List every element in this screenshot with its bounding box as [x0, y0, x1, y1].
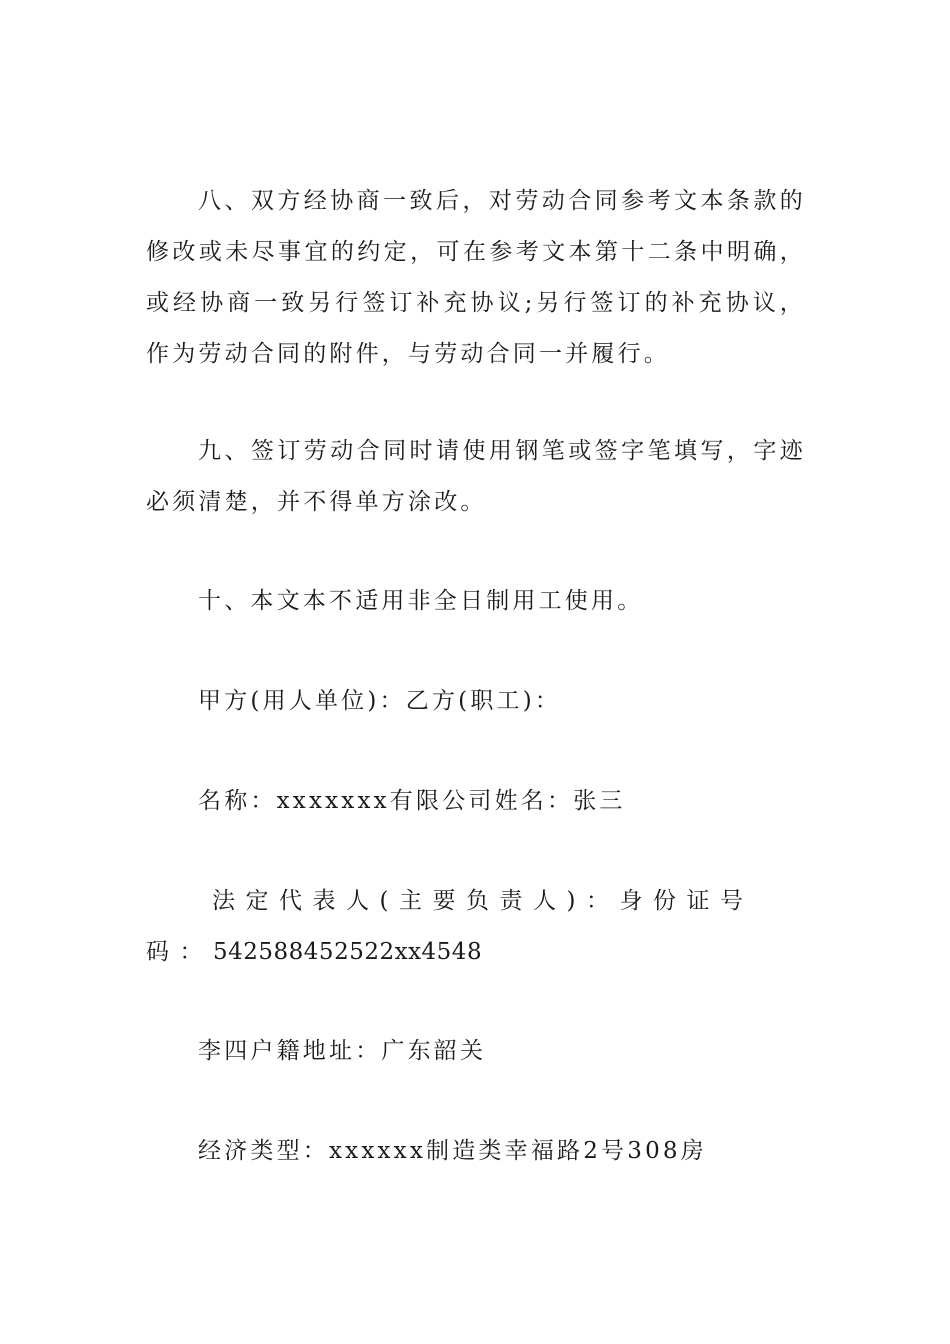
legal-representative-label: 法定代表人(主要负责人)：身份证号码：	[146, 888, 754, 965]
id-number-value: 542588452522xx4548	[213, 939, 483, 965]
party-headings: 甲方(用人单位)：乙方(职工)：	[198, 688, 562, 714]
clause-eight: 八、双方经协商一致后，对劳动合同参考文本条款的修改或未尽事宜的约定，可在参考文本第十二条中明确，或经协商一致另行签订补充协议;另行签订的补充协议，作为劳动合同的附件，与劳动合同一并履行。	[146, 188, 806, 367]
company-name-line: 名称：xxxxxxx有限公司姓名：张三	[198, 788, 626, 814]
household-address-line: 李四户籍地址：广东韶关	[198, 1038, 487, 1064]
clause-ten: 十、本文本不适用非全日制用工使用。	[198, 588, 644, 614]
clause-nine: 九、签订劳动合同时请使用钢笔或签字笔填写，字迹必须清楚，并不得单方涂改。	[146, 438, 806, 515]
economic-type-line: 经济类型：xxxxxx制造类幸福路2号308房	[198, 1138, 707, 1164]
legal-representative-line	[146, 876, 806, 978]
